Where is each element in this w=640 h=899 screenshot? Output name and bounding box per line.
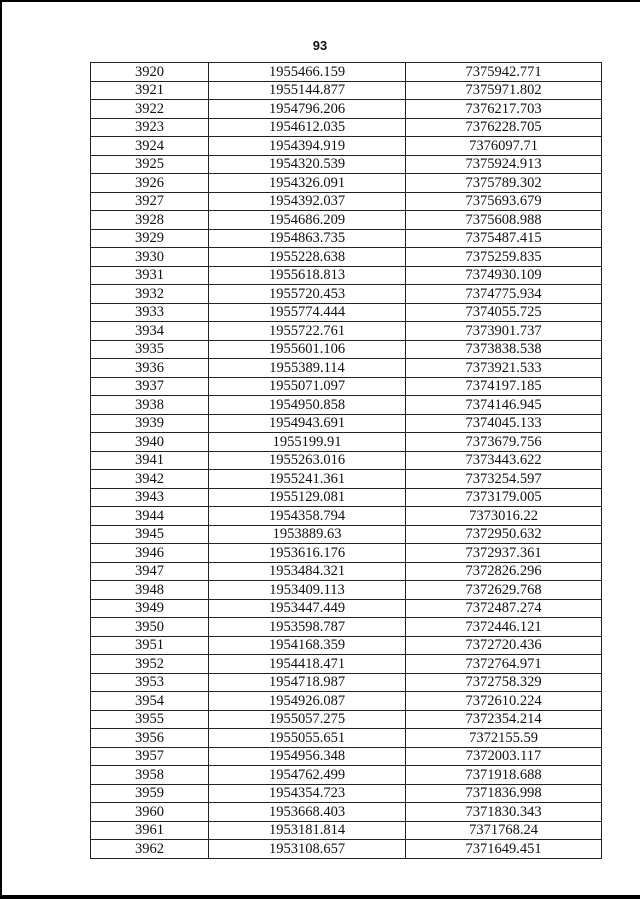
table-row (91, 488, 602, 507)
x-coordinate-cell: 1955263.016 (209, 451, 406, 470)
point-number-cell: 3921 (91, 81, 209, 100)
table-row (91, 396, 602, 415)
point-number-cell: 3950 (91, 618, 209, 637)
table-row (91, 673, 602, 692)
table-row (91, 100, 602, 119)
point-number-cell: 3925 (91, 155, 209, 174)
x-coordinate-cell: 1954863.735 (209, 229, 406, 248)
y-coordinate-cell: 7372937.361 (406, 544, 602, 563)
y-coordinate-cell: 7371830.343 (406, 803, 602, 822)
x-coordinate-cell: 1953447.449 (209, 599, 406, 618)
x-coordinate-cell: 1954796.206 (209, 100, 406, 119)
y-coordinate-cell: 7375487.415 (406, 229, 602, 248)
table-row (91, 692, 602, 711)
x-coordinate-cell: 1954956.348 (209, 747, 406, 766)
y-coordinate-cell: 7375942.771 (406, 63, 602, 82)
x-coordinate-cell: 1953616.176 (209, 544, 406, 563)
point-number-cell: 3933 (91, 303, 209, 322)
x-coordinate-cell: 1954950.858 (209, 396, 406, 415)
table-row (91, 766, 602, 785)
y-coordinate-cell: 7374045.133 (406, 414, 602, 433)
table-row (91, 81, 602, 100)
table-row (91, 192, 602, 211)
table-row (91, 229, 602, 248)
x-coordinate-cell: 1954394.919 (209, 137, 406, 156)
table-row (91, 655, 602, 674)
point-number-cell: 3935 (91, 340, 209, 359)
point-number-cell: 3932 (91, 285, 209, 304)
y-coordinate-cell: 7372446.121 (406, 618, 602, 637)
table-row (91, 155, 602, 174)
table-row (91, 507, 602, 526)
x-coordinate-cell: 1954686.209 (209, 211, 406, 230)
y-coordinate-cell: 7374197.185 (406, 377, 602, 396)
table-row (91, 451, 602, 470)
y-coordinate-cell: 7371649.451 (406, 840, 602, 859)
table-row (91, 803, 602, 822)
point-number-cell: 3940 (91, 433, 209, 452)
point-number-cell: 3955 (91, 710, 209, 729)
point-number-cell: 3945 (91, 525, 209, 544)
point-number-cell: 3946 (91, 544, 209, 563)
table-row (91, 303, 602, 322)
y-coordinate-cell: 7376217.703 (406, 100, 602, 119)
y-coordinate-cell: 7375608.988 (406, 211, 602, 230)
y-coordinate-cell: 7372354.214 (406, 710, 602, 729)
point-number-cell: 3922 (91, 100, 209, 119)
x-coordinate-cell: 1953598.787 (209, 618, 406, 637)
table-row (91, 174, 602, 193)
x-coordinate-cell: 1955129.081 (209, 488, 406, 507)
x-coordinate-cell: 1955071.097 (209, 377, 406, 396)
table-row (91, 322, 602, 341)
x-coordinate-cell: 1954926.087 (209, 692, 406, 711)
y-coordinate-cell: 7373443.622 (406, 451, 602, 470)
page-number: 93 (312, 38, 328, 53)
y-coordinate-cell: 7372487.274 (406, 599, 602, 618)
y-coordinate-cell: 7371768.24 (406, 821, 602, 840)
y-coordinate-cell: 7373179.005 (406, 488, 602, 507)
x-coordinate-cell: 1954762.499 (209, 766, 406, 785)
point-number-cell: 3958 (91, 766, 209, 785)
table-row (91, 618, 602, 637)
y-coordinate-cell: 7375259.835 (406, 248, 602, 267)
point-number-cell: 3937 (91, 377, 209, 396)
table-row (91, 377, 602, 396)
point-number-cell: 3924 (91, 137, 209, 156)
table-row (91, 710, 602, 729)
table-row (91, 784, 602, 803)
point-number-cell: 3949 (91, 599, 209, 618)
x-coordinate-cell: 1954418.471 (209, 655, 406, 674)
y-coordinate-cell: 7375971.802 (406, 81, 602, 100)
table-row (91, 266, 602, 285)
page-border-left (0, 0, 2, 899)
y-coordinate-cell: 7372764.971 (406, 655, 602, 674)
table-row (91, 340, 602, 359)
page-border-bottom (0, 895, 640, 899)
x-coordinate-cell: 1955720.453 (209, 285, 406, 304)
table-row (91, 118, 602, 137)
x-coordinate-cell: 1955601.106 (209, 340, 406, 359)
x-coordinate-cell: 1953108.657 (209, 840, 406, 859)
table-row (91, 729, 602, 748)
y-coordinate-cell: 7376097.71 (406, 137, 602, 156)
table-row (91, 581, 602, 600)
table-row (91, 821, 602, 840)
point-number-cell: 3944 (91, 507, 209, 526)
x-coordinate-cell: 1954358.794 (209, 507, 406, 526)
y-coordinate-cell: 7372950.632 (406, 525, 602, 544)
y-coordinate-cell: 7374775.934 (406, 285, 602, 304)
table-row (91, 544, 602, 563)
y-coordinate-cell: 7373016.22 (406, 507, 602, 526)
x-coordinate-cell: 1955057.275 (209, 710, 406, 729)
table-row (91, 433, 602, 452)
table-row (91, 562, 602, 581)
table-row (91, 599, 602, 618)
y-coordinate-cell: 7372610.224 (406, 692, 602, 711)
y-coordinate-cell: 7374055.725 (406, 303, 602, 322)
table-row (91, 285, 602, 304)
point-number-cell: 3936 (91, 359, 209, 378)
y-coordinate-cell: 7372720.436 (406, 636, 602, 655)
table-row (91, 211, 602, 230)
y-coordinate-cell: 7372155.59 (406, 729, 602, 748)
y-coordinate-cell: 7373921.533 (406, 359, 602, 378)
y-coordinate-cell: 7371918.688 (406, 766, 602, 785)
point-number-cell: 3931 (91, 266, 209, 285)
y-coordinate-cell: 7376228.705 (406, 118, 602, 137)
table-row (91, 840, 602, 859)
point-number-cell: 3951 (91, 636, 209, 655)
point-number-cell: 3943 (91, 488, 209, 507)
point-number-cell: 3956 (91, 729, 209, 748)
y-coordinate-cell: 7372758.329 (406, 673, 602, 692)
x-coordinate-cell: 1955055.651 (209, 729, 406, 748)
x-coordinate-cell: 1954612.035 (209, 118, 406, 137)
y-coordinate-cell: 7375789.302 (406, 174, 602, 193)
x-coordinate-cell: 1955241.361 (209, 470, 406, 489)
table-row (91, 525, 602, 544)
y-coordinate-cell: 7372003.117 (406, 747, 602, 766)
x-coordinate-cell: 1955199.91 (209, 433, 406, 452)
y-coordinate-cell: 7374146.945 (406, 396, 602, 415)
point-number-cell: 3947 (91, 562, 209, 581)
point-number-cell: 3928 (91, 211, 209, 230)
point-number-cell: 3939 (91, 414, 209, 433)
point-number-cell: 3934 (91, 322, 209, 341)
x-coordinate-cell: 1955722.761 (209, 322, 406, 341)
x-coordinate-cell: 1954943.691 (209, 414, 406, 433)
point-number-cell: 3942 (91, 470, 209, 489)
point-number-cell: 3959 (91, 784, 209, 803)
point-number-cell: 3961 (91, 821, 209, 840)
page-border-top (0, 0, 640, 2)
point-number-cell: 3920 (91, 63, 209, 82)
point-number-cell: 3930 (91, 248, 209, 267)
point-number-cell: 3952 (91, 655, 209, 674)
x-coordinate-cell: 1954354.723 (209, 784, 406, 803)
x-coordinate-cell: 1954326.091 (209, 174, 406, 193)
x-coordinate-cell: 1954718.987 (209, 673, 406, 692)
point-number-cell: 3941 (91, 451, 209, 470)
table-row (91, 248, 602, 267)
coordinates-table-body (91, 63, 602, 859)
x-coordinate-cell: 1955389.114 (209, 359, 406, 378)
point-number-cell: 3926 (91, 174, 209, 193)
y-coordinate-cell: 7372826.296 (406, 562, 602, 581)
x-coordinate-cell: 1954320.539 (209, 155, 406, 174)
table-row (91, 63, 602, 82)
point-number-cell: 3960 (91, 803, 209, 822)
x-coordinate-cell: 1953668.403 (209, 803, 406, 822)
x-coordinate-cell: 1955228.638 (209, 248, 406, 267)
y-coordinate-cell: 7373679.756 (406, 433, 602, 452)
y-coordinate-cell: 7372629.768 (406, 581, 602, 600)
x-coordinate-cell: 1953889.63 (209, 525, 406, 544)
x-coordinate-cell: 1955618.813 (209, 266, 406, 285)
point-number-cell: 3948 (91, 581, 209, 600)
x-coordinate-cell: 1955466.159 (209, 63, 406, 82)
point-number-cell: 3929 (91, 229, 209, 248)
point-number-cell: 3953 (91, 673, 209, 692)
y-coordinate-cell: 7375693.679 (406, 192, 602, 211)
y-coordinate-cell: 7373254.597 (406, 470, 602, 489)
x-coordinate-cell: 1954168.359 (209, 636, 406, 655)
point-number-cell: 3923 (91, 118, 209, 137)
x-coordinate-cell: 1953484.321 (209, 562, 406, 581)
point-number-cell: 3957 (91, 747, 209, 766)
y-coordinate-cell: 7375924.913 (406, 155, 602, 174)
table-row (91, 636, 602, 655)
x-coordinate-cell: 1954392.037 (209, 192, 406, 211)
point-number-cell: 3938 (91, 396, 209, 415)
y-coordinate-cell: 7373901.737 (406, 322, 602, 341)
point-number-cell: 3927 (91, 192, 209, 211)
table-row (91, 747, 602, 766)
table-row (91, 359, 602, 378)
x-coordinate-cell: 1953181.814 (209, 821, 406, 840)
x-coordinate-cell: 1955144.877 (209, 81, 406, 100)
x-coordinate-cell: 1953409.113 (209, 581, 406, 600)
table-row (91, 470, 602, 489)
table-row (91, 414, 602, 433)
x-coordinate-cell: 1955774.444 (209, 303, 406, 322)
y-coordinate-cell: 7373838.538 (406, 340, 602, 359)
point-number-cell: 3954 (91, 692, 209, 711)
y-coordinate-cell: 7371836.998 (406, 784, 602, 803)
coordinates-table (90, 62, 602, 859)
table-row (91, 137, 602, 156)
point-number-cell: 3962 (91, 840, 209, 859)
y-coordinate-cell: 7374930.109 (406, 266, 602, 285)
